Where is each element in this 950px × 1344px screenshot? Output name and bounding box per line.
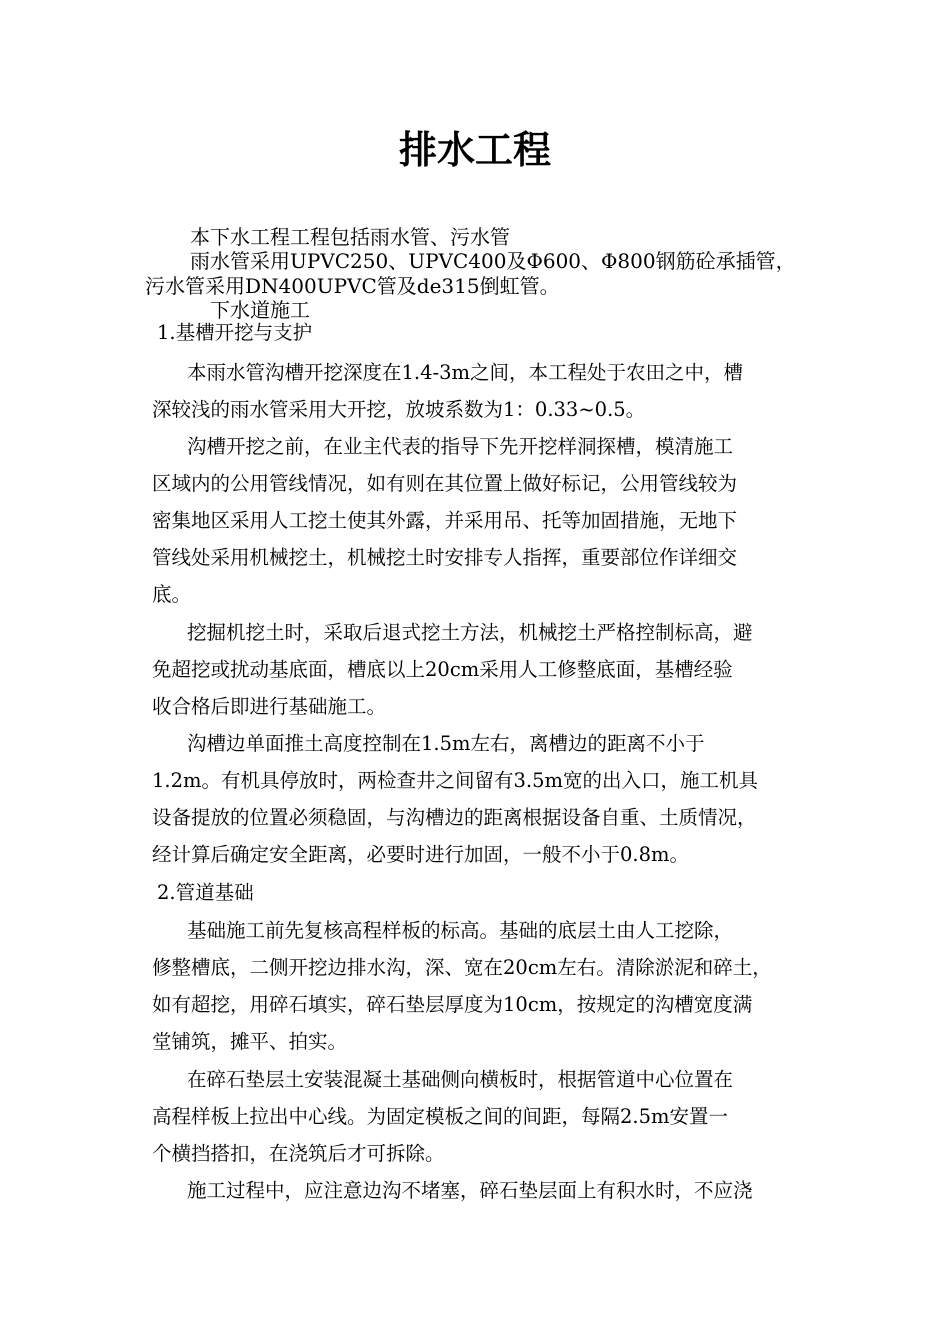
section-heading: 2.管道基础	[157, 881, 254, 904]
paragraph-line: 深较浅的雨水管采用大开挖，放坡系数为1：0.33~0.5。	[152, 398, 646, 421]
intro-line: 下水道施工	[210, 298, 310, 322]
paragraph-line: 免超挖或扰动基底面，槽底以上20cm采用人工修整底面，基槽经验	[152, 658, 733, 681]
intro-line: 雨水管采用UPVC250、UPVC400及Φ600、Φ800钢筋砼承插管，	[190, 249, 796, 273]
paragraph-line: 设备提放的位置必须稳固，与沟槽边的距离根据设备自重、土质情况，	[152, 806, 757, 829]
paragraph-line: 沟槽开挖之前，在业主代表的指导下先开挖样洞探槽，模清施工	[187, 435, 734, 458]
paragraph-line: 经计算后确定安全距离，必要时进行加固，一般不小于0.8m。	[152, 843, 690, 866]
document-title: 排水工程	[398, 128, 551, 172]
paragraph-line: 收合格后即进行基础施工。	[152, 695, 387, 718]
paragraph-line: 1.2m。有机具停放时，两检查井之间留有3.5m宽的出入口，施工机具	[152, 769, 759, 792]
paragraph-line: 底。	[152, 583, 192, 606]
paragraph-line: 沟槽边单面推土高度控制在1.5m左右，离槽边的距离不小于	[187, 732, 705, 755]
paragraph-line: 基础施工前先复核高程样板的标高。基础的底层土由人工挖除，	[187, 919, 734, 942]
section-heading: 1.基槽开挖与支护	[157, 321, 313, 344]
paragraph-line: 挖掘机挖土时，采取后退式挖土方法，机械挖土严格控制标高，避	[187, 621, 753, 644]
paragraph-line: 施工过程中，应注意边沟不堵塞，碎石垫层面上有积水时，不应浇	[187, 1179, 753, 1202]
intro-line: 污水管采用DN400UPVC管及de315倒虹管。	[145, 274, 560, 298]
paragraph-line: 如有超挖，用碎石填实，碎石垫层厚度为10cm，按规定的沟槽宽度满	[152, 993, 753, 1016]
paragraph-line: 高程样板上拉出中心线。为固定模板之间的间距，每隔2.5m安置一	[152, 1105, 729, 1128]
paragraph-line: 堂铺筑，摊平、拍实。	[152, 1030, 348, 1053]
paragraph-line: 修整槽底，二侧开挖边排水沟，深、宽在20cm左右。清除淤泥和碎土，	[152, 956, 772, 979]
paragraph-line: 在碎石垫层土安装混凝土基础侧向横板时，根据管道中心位置在	[187, 1068, 734, 1091]
paragraph-line: 本雨水管沟槽开挖深度在1.4-3m之间，本工程处于农田之中，槽	[187, 361, 743, 384]
paragraph-line: 密集地区采用人工挖土使其外露，并采用吊、托等加固措施，无地下	[152, 509, 738, 532]
intro-line: 本下水工程工程包括雨水管、污水管	[190, 225, 510, 249]
paragraph-line: 区域内的公用管线情况，如有则在其位置上做好标记，公用管线较为	[152, 472, 738, 495]
paragraph-line: 个横挡搭扣，在浇筑后才可拆除。	[152, 1142, 445, 1165]
paragraph-line: 管线处采用机械挖土，机械挖土时安排专人指挥，重要部位作详细交	[152, 546, 738, 569]
